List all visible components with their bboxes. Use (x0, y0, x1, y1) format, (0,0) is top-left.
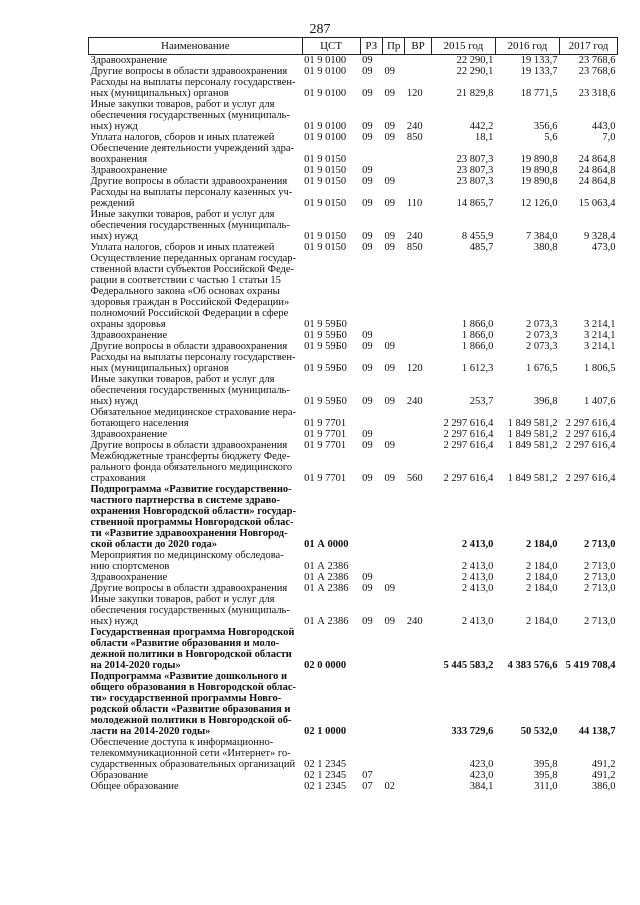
cell-2015: 23 807,3 (456, 154, 494, 165)
cell-cst: 01 А 2386 (304, 616, 349, 627)
cell-2017: 5 419 708,4 (565, 660, 616, 671)
cell-2015: 1 866,0 (461, 330, 494, 341)
cell-vr (405, 407, 431, 429)
cell-2016: 311,0 (534, 781, 558, 792)
table-row (89, 737, 618, 770)
cell-cst: 01 9 7701 (304, 440, 347, 451)
cell-rz (360, 484, 382, 550)
cell-cst: 01 9 0150 (304, 176, 347, 187)
cell-name: Другие вопросы в области здравоохранения (90, 176, 288, 187)
table-row (89, 770, 618, 781)
cell-pr (382, 253, 404, 330)
cell-2015: 423,0 (469, 770, 494, 781)
cell-cst: 01 9 59Б0 (304, 341, 347, 352)
cell-rz (360, 143, 382, 165)
header-rz: РЗ (360, 38, 382, 55)
cell-rz: 09 (362, 363, 373, 374)
cell-2017: 23 318,6 (578, 88, 616, 99)
cell-2015: 1 612,3 (461, 363, 494, 374)
cell-name: Общее образование (90, 781, 179, 792)
cell-name: Другие вопросы в области здравоохранения (90, 583, 288, 594)
cell-cst: 01 9 7701 (304, 429, 347, 440)
table-row (89, 572, 618, 583)
cell-pr: 09 (384, 363, 395, 374)
cell-vr: 120 (406, 88, 423, 99)
cell-vr: 120 (406, 363, 423, 374)
cell-2015: 423,0 (469, 759, 494, 770)
cell-vr (405, 737, 431, 770)
table-row (89, 242, 618, 253)
cell-cst: 01 9 0100 (304, 132, 347, 143)
cell-cst: 01 9 59Б0 (304, 396, 347, 407)
cell-2015: 22 290,1 (456, 66, 494, 77)
cell-pr (382, 627, 404, 671)
cell-cst: 01 А 2386 (304, 572, 349, 583)
cell-2016: 7 384,0 (525, 231, 558, 242)
cell-cst: 01 А 0000 (304, 539, 349, 550)
cell-rz (360, 407, 382, 429)
cell-2015: 2 297 616,4 (443, 440, 494, 451)
table-row (89, 66, 618, 77)
cell-2017: 23 768,6 (578, 55, 616, 66)
cell-vr (405, 781, 431, 792)
cell-rz: 09 (362, 583, 373, 594)
header-cst: ЦСТ (302, 38, 360, 55)
cell-name: Образование (90, 770, 149, 781)
cell-name: Здравоохранение (90, 572, 168, 583)
header-pr: Пр (382, 38, 404, 55)
cell-rz (360, 627, 382, 671)
table-header-row (89, 38, 618, 55)
cell-2017: 1 407,6 (584, 396, 616, 407)
cell-2017: 24 864,8 (578, 154, 616, 165)
table-row (89, 55, 618, 67)
cell-2016: 356,6 (533, 121, 558, 132)
cell-2015: 8 455,9 (461, 231, 494, 242)
cell-2016: 19 133,7 (520, 55, 558, 66)
cell-2015: 2 297 616,4 (443, 429, 494, 440)
cell-cst: 02 1 2345 (304, 781, 347, 792)
cell-cst: 01 А 2386 (304, 561, 349, 572)
cell-name: Иные закупки товаров, работ и услуг для обеспечения государственных (муниципаль-ных) нужд (90, 594, 290, 627)
table-row (89, 374, 618, 407)
table-row (89, 484, 618, 550)
table-row (89, 671, 618, 737)
cell-vr (405, 429, 431, 440)
cell-2015: 333 729,6 (451, 726, 494, 737)
cell-cst: 01 9 0150 (304, 242, 347, 253)
cell-2017: 386,0 (591, 781, 616, 792)
cell-name: Уплата налогов, сборов и иных платежей (90, 132, 275, 143)
cell-name: Уплата налогов, сборов и иных платежей (90, 242, 275, 253)
table-row (89, 77, 618, 99)
cell-2016: 2 184,0 (525, 539, 558, 550)
table-row (89, 209, 618, 242)
cell-vr (405, 55, 431, 67)
cell-pr: 09 (384, 242, 395, 253)
cell-pr: 09 (384, 231, 395, 242)
cell-cst: 01 9 7701 (304, 473, 347, 484)
cell-vr (405, 330, 431, 341)
cell-2017: 24 864,8 (578, 165, 616, 176)
cell-name: Обеспечение доступа к информационно-телекоммуникационной сети «Интернет» го-сударственных образовательных организаций (90, 737, 296, 770)
cell-2016: 1 676,5 (525, 363, 558, 374)
cell-rz (360, 737, 382, 770)
cell-pr (382, 330, 404, 341)
cell-vr (405, 440, 431, 451)
cell-2017: 2 297 616,4 (565, 429, 616, 440)
cell-pr (382, 671, 404, 737)
table-row (89, 429, 618, 440)
table-row (89, 253, 618, 330)
cell-name: Подпрограмма «Развитие государственно-частного партнерства в системе здраво-охранения Новгородской области» государ-ственной программы Новгородской облас-ти «Развитие здравоохранения Новгород-ской области до 2020 года» (90, 484, 297, 550)
cell-2017: 2 297 616,4 (565, 440, 616, 451)
cell-cst: 02 1 0000 (304, 726, 347, 737)
cell-name: Другие вопросы в области здравоохранения (90, 66, 288, 77)
cell-rz: 09 (362, 330, 373, 341)
cell-2016: 2 184,0 (525, 572, 558, 583)
table-row (89, 440, 618, 451)
cell-2015: 2 413,0 (461, 583, 494, 594)
cell-name: Осуществление переданных органам государ-ственной власти субъектов Российской Феде-рации в соответствии с частью 1 статьи 15 Федерального закона «Об основах охраны здоровья граждан в Российской Федерации» полномочий Российской Федерации в сфере охраны здоровья (90, 253, 297, 330)
cell-2017: 2 713,0 (584, 561, 616, 572)
cell-pr: 09 (384, 616, 395, 627)
cell-pr: 02 (384, 781, 395, 792)
cell-rz: 09 (362, 341, 373, 352)
cell-2016: 2 073,3 (525, 319, 558, 330)
cell-pr (382, 737, 404, 770)
cell-2015: 485,7 (469, 242, 494, 253)
cell-name: Расходы на выплаты персоналу государствен-ных (муниципальных) органов (90, 77, 296, 99)
cell-name: Другие вопросы в области здравоохранения (90, 341, 288, 352)
table-row (89, 781, 618, 792)
cell-rz: 09 (362, 88, 373, 99)
cell-name: Другие вопросы в области здравоохранения (90, 440, 288, 451)
cell-name: Подпрограмма «Развитие дошкольного и общего образования в Новгородской облас-ти» государственной программы Новго-родской области «Развитие образования и молодежной политики в Новгородской об-ласти на 2014-2020 годы» (90, 671, 296, 737)
cell-vr (405, 253, 431, 330)
cell-2015: 2 413,0 (461, 539, 494, 550)
cell-2016: 12 126,0 (520, 198, 558, 209)
cell-rz: 09 (362, 616, 373, 627)
cell-vr: 850 (406, 132, 423, 143)
cell-2016: 19 133,7 (520, 66, 558, 77)
cell-2015: 2 413,0 (461, 561, 494, 572)
cell-cst: 01 9 0100 (304, 55, 347, 66)
cell-rz: 09 (362, 429, 373, 440)
budget-table (88, 37, 618, 792)
cell-2017: 2 713,0 (584, 539, 616, 550)
table-row (89, 407, 618, 429)
cell-name: Расходы на выплаты персоналу государствен-ных (муниципальных) органов (90, 352, 296, 374)
cell-rz: 09 (362, 198, 373, 209)
cell-cst: 01 9 0100 (304, 66, 347, 77)
table-row (89, 99, 618, 132)
cell-2016: 5,6 (544, 132, 558, 143)
cell-2017: 15 063,4 (578, 198, 616, 209)
cell-name: Межбюджетные трансферты бюджету Феде-рального фонда обязательного медицинского страхования (90, 451, 293, 484)
cell-vr (405, 572, 431, 583)
cell-2015: 253,7 (469, 396, 494, 407)
table-row (89, 330, 618, 341)
cell-2017: 1 806,5 (584, 363, 616, 374)
cell-pr (382, 550, 404, 572)
cell-name: Здравоохранение (90, 165, 168, 176)
table-row (89, 594, 618, 627)
cell-cst: 02 1 2345 (304, 770, 347, 781)
cell-2017: 24 864,8 (578, 176, 616, 187)
cell-pr: 09 (384, 132, 395, 143)
cell-cst: 01 9 7701 (304, 418, 347, 429)
cell-2016: 50 532,0 (520, 726, 558, 737)
cell-rz: 09 (362, 572, 373, 583)
cell-2015: 442,2 (469, 121, 494, 132)
cell-2017: 2 713,0 (584, 572, 616, 583)
cell-2017: 9 328,4 (584, 231, 616, 242)
cell-cst: 01 9 59Б0 (304, 330, 347, 341)
cell-vr (405, 176, 431, 187)
cell-2016: 2 073,3 (525, 330, 558, 341)
cell-rz: 09 (362, 132, 373, 143)
cell-rz: 09 (362, 231, 373, 242)
cell-vr (405, 143, 431, 165)
cell-pr: 09 (384, 176, 395, 187)
cell-2015: 2 413,0 (461, 616, 494, 627)
cell-vr: 110 (406, 198, 423, 209)
cell-2016: 395,8 (533, 770, 558, 781)
cell-cst: 01 9 0150 (304, 231, 347, 242)
cell-2017: 3 214,1 (584, 319, 616, 330)
cell-vr (405, 627, 431, 671)
cell-2017: 2 713,0 (584, 583, 616, 594)
table-row (89, 187, 618, 209)
cell-vr (405, 583, 431, 594)
cell-2015: 2 413,0 (461, 572, 494, 583)
cell-pr (382, 407, 404, 429)
cell-2017: 491,2 (591, 759, 616, 770)
cell-2016: 1 849 581,2 (507, 440, 558, 451)
cell-2017: 44 138,7 (578, 726, 616, 737)
cell-2015: 22 290,1 (456, 55, 494, 66)
cell-2016: 2 184,0 (525, 561, 558, 572)
cell-pr (382, 484, 404, 550)
cell-vr: 560 (406, 473, 423, 484)
cell-pr: 09 (384, 66, 395, 77)
cell-vr (405, 484, 431, 550)
cell-2016: 1 849 581,2 (507, 473, 558, 484)
cell-pr (382, 55, 404, 67)
cell-2016: 2 073,3 (525, 341, 558, 352)
cell-2016: 18 771,5 (520, 88, 558, 99)
cell-name: Здравоохранение (90, 330, 168, 341)
cell-2017: 2 713,0 (584, 616, 616, 627)
cell-rz: 07 (362, 770, 373, 781)
cell-cst: 01 9 59Б0 (304, 319, 347, 330)
cell-2016: 1 849 581,2 (507, 418, 558, 429)
cell-2016: 1 849 581,2 (507, 429, 558, 440)
cell-2015: 14 865,7 (456, 198, 494, 209)
cell-vr (405, 770, 431, 781)
cell-2015: 18,1 (475, 132, 494, 143)
cell-2017: 23 768,6 (578, 66, 616, 77)
cell-2016: 396,8 (533, 396, 558, 407)
cell-vr (405, 165, 431, 176)
cell-2017: 3 214,1 (584, 341, 616, 352)
cell-cst: 01 9 0100 (304, 121, 347, 132)
cell-name: Здравоохранение (90, 429, 168, 440)
cell-pr (382, 165, 404, 176)
cell-rz: 09 (362, 121, 373, 132)
cell-2017: 443,0 (591, 121, 616, 132)
table-row (89, 550, 618, 572)
cell-name: Мероприятия по медицинскому обследова-нию спортсменов (90, 550, 284, 572)
cell-vr: 240 (406, 231, 423, 242)
cell-name: Обязательное медицинское страхование нера-ботающего населения (90, 407, 297, 429)
cell-2015: 384,1 (469, 781, 494, 792)
page-number: 287 (309, 22, 331, 37)
cell-2017: 491,2 (591, 770, 616, 781)
table-body (89, 55, 618, 793)
cell-2015: 2 297 616,4 (443, 418, 494, 429)
cell-pr: 09 (384, 341, 395, 352)
cell-pr: 09 (384, 396, 395, 407)
table-row (89, 176, 618, 187)
table-row (89, 352, 618, 374)
cell-pr (382, 572, 404, 583)
header-2017: 2017 год (559, 38, 617, 55)
cell-2015: 1 866,0 (461, 341, 494, 352)
cell-pr: 09 (384, 88, 395, 99)
table-row (89, 627, 618, 671)
cell-rz: 09 (362, 473, 373, 484)
cell-vr: 240 (406, 616, 423, 627)
cell-name: Здравоохранение (90, 55, 168, 66)
table-row (89, 143, 618, 165)
header-vr: ВР (405, 38, 431, 55)
cell-2017: 3 214,1 (584, 330, 616, 341)
cell-2016: 2 184,0 (525, 583, 558, 594)
cell-vr (405, 671, 431, 737)
cell-2015: 5 445 583,2 (443, 660, 494, 671)
cell-vr (405, 66, 431, 77)
cell-vr (405, 341, 431, 352)
cell-cst: 01 А 2386 (304, 583, 349, 594)
cell-2016: 19 890,8 (520, 165, 558, 176)
cell-rz: 09 (362, 55, 373, 66)
cell-cst: 01 9 0150 (304, 198, 347, 209)
cell-cst: 01 9 59Б0 (304, 363, 347, 374)
cell-2016: 380,8 (533, 242, 558, 253)
cell-pr: 09 (384, 440, 395, 451)
cell-rz: 09 (362, 176, 373, 187)
cell-rz (360, 550, 382, 572)
cell-pr (382, 770, 404, 781)
table-row (89, 132, 618, 143)
cell-rz (360, 671, 382, 737)
table-row (89, 451, 618, 484)
cell-vr (405, 550, 431, 572)
cell-name: Иные закупки товаров, работ и услуг для обеспечения государственных (муниципаль-ных) нужд (90, 374, 290, 407)
cell-pr: 09 (384, 121, 395, 132)
cell-2016: 19 890,8 (520, 154, 558, 165)
header-2015: 2015 год (431, 38, 495, 55)
cell-name: Иные закупки товаров, работ и услуг для обеспечения государственных (муниципаль-ных) нужд (90, 209, 290, 242)
cell-vr: 240 (406, 121, 423, 132)
cell-rz: 09 (362, 440, 373, 451)
cell-2016: 2 184,0 (525, 616, 558, 627)
cell-rz: 09 (362, 242, 373, 253)
cell-pr: 09 (384, 198, 395, 209)
header-2016: 2016 год (495, 38, 559, 55)
cell-pr (382, 143, 404, 165)
cell-rz: 07 (362, 781, 373, 792)
cell-name: Иные закупки товаров, работ и услуг для обеспечения государственных (муниципаль-ных) нужд (90, 99, 290, 132)
cell-pr: 09 (384, 583, 395, 594)
table-row (89, 341, 618, 352)
cell-2015: 23 807,3 (456, 176, 494, 187)
cell-cst: 01 9 0100 (304, 88, 347, 99)
cell-2017: 2 297 616,4 (565, 418, 616, 429)
cell-2016: 19 890,8 (520, 176, 558, 187)
cell-2016: 4 383 576,6 (507, 660, 558, 671)
cell-cst: 02 0 0000 (304, 660, 347, 671)
cell-cst: 01 9 0150 (304, 165, 347, 176)
table-row (89, 583, 618, 594)
header-name: Наименование (89, 38, 303, 55)
cell-pr: 09 (384, 473, 395, 484)
cell-2016: 395,8 (533, 759, 558, 770)
cell-rz: 09 (362, 66, 373, 77)
cell-2017: 2 297 616,4 (565, 473, 616, 484)
cell-rz: 09 (362, 165, 373, 176)
cell-rz (360, 253, 382, 330)
cell-name: Государственная программа Новгородской области «Развитие образования и моло-дежной политики в Новгородской области на 2014-2020 годы» (90, 627, 295, 671)
cell-cst: 02 1 2345 (304, 759, 347, 770)
cell-cst: 01 9 0150 (304, 154, 347, 165)
cell-2015: 2 297 616,4 (443, 473, 494, 484)
cell-2015: 21 829,8 (456, 88, 494, 99)
cell-vr: 850 (406, 242, 423, 253)
cell-2015: 23 807,3 (456, 165, 494, 176)
cell-pr (382, 429, 404, 440)
cell-2017: 7,0 (602, 132, 616, 143)
cell-name: Обеспечение деятельности учреждений здра-воохранения (90, 143, 294, 165)
table-row (89, 165, 618, 176)
cell-name: Расходы на выплаты персоналу казенных уч-реждений (90, 187, 293, 209)
cell-2015: 1 866,0 (461, 319, 494, 330)
cell-rz: 09 (362, 396, 373, 407)
cell-vr: 240 (406, 396, 423, 407)
cell-2017: 473,0 (591, 242, 616, 253)
